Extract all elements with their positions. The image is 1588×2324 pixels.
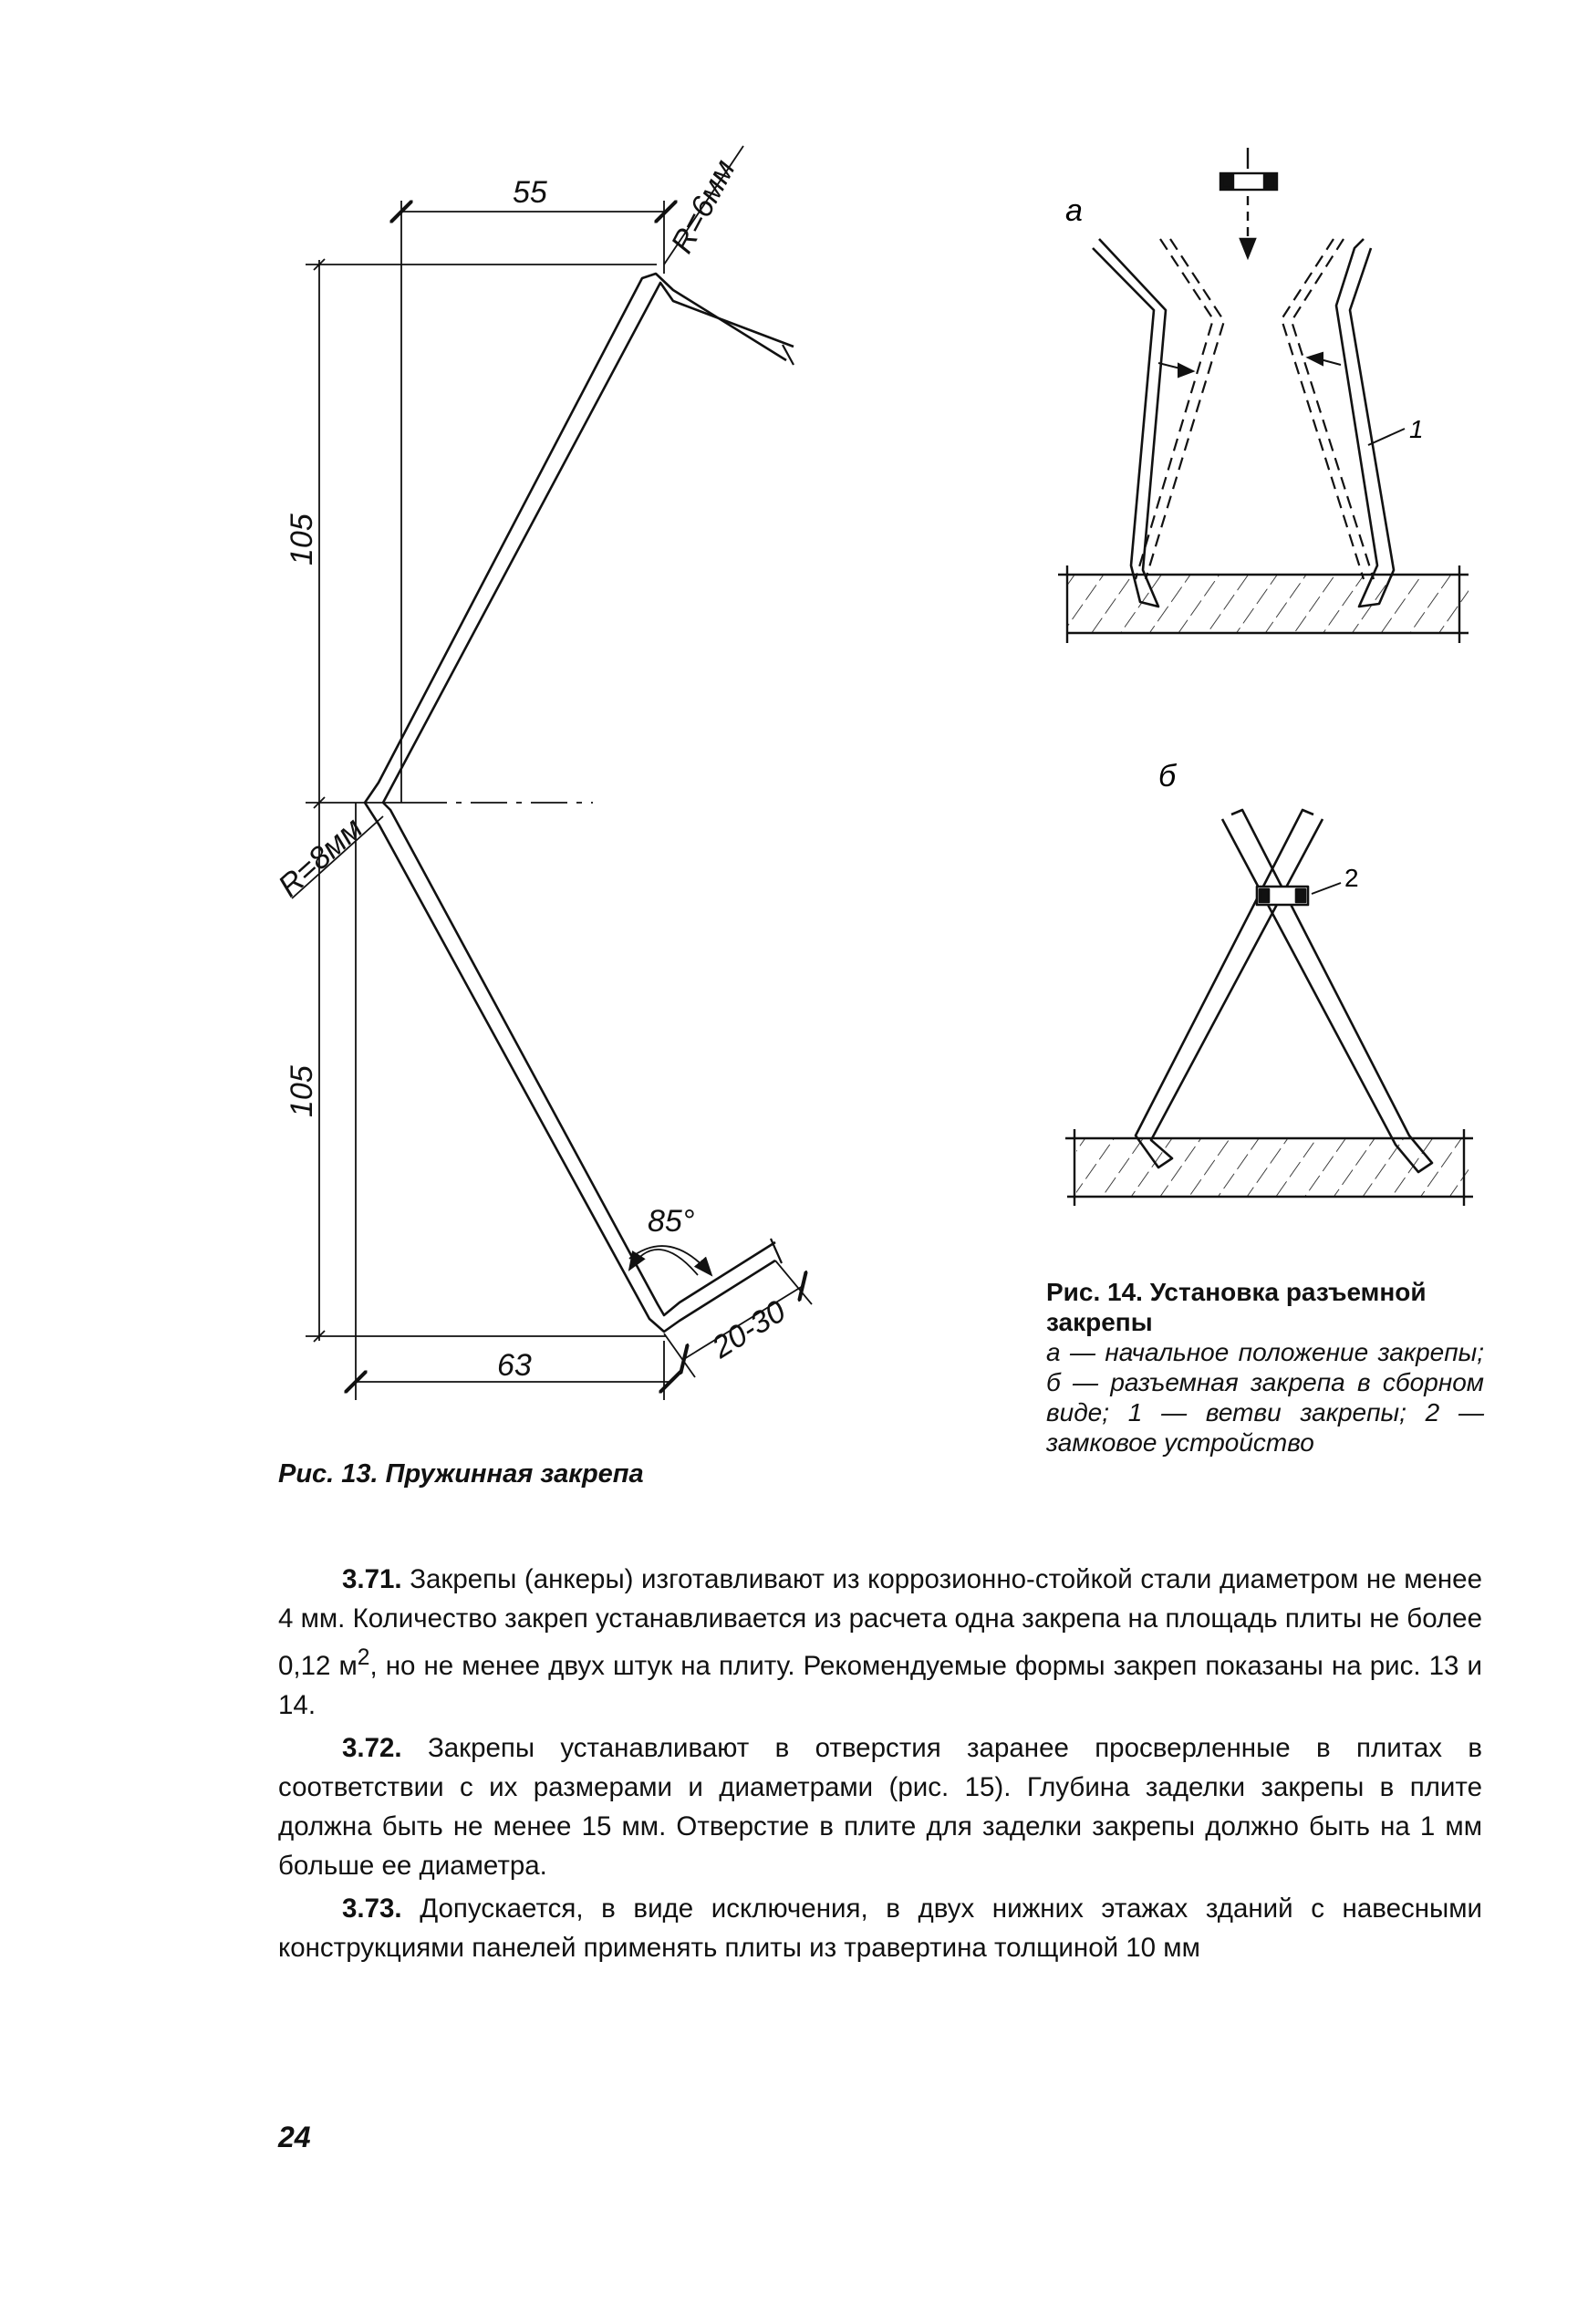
body-text	[278, 1560, 1482, 1967]
paragraph-text: , но не менее двух штук на плиту. Рекомендуемые формы закреп показаны на рис. 13 и 14.	[278, 1650, 1482, 1720]
paragraph-number: 3.71.	[342, 1564, 402, 1594]
dim-height-upper: 105	[285, 514, 319, 565]
paragraph-number: 3.72.	[342, 1732, 402, 1763]
fig14-label-b: б	[1158, 759, 1177, 794]
figure-14-caption-description: а — начальное положение закрепы; б — разъемная закрепа в сборном виде; 1 — ветви закрепы; 2 — замковое устройство	[1046, 1338, 1484, 1457]
paragraph-text: Закрепы (анкеры) изготавливают из коррозионно-стойкой стали диаметром не менее 4 мм. Количество закреп устанавливается из расчета одна закрепа на площадь плиты не более 0,12 м	[278, 1564, 1482, 1681]
paragraph-3-71	[278, 1560, 1482, 1725]
paragraph-3-73	[278, 1889, 1482, 1967]
paragraph-text: Допускается, в виде исключения, в двух нижних этажах зданий с навесными конструкциями панелей применять плиты из травертина толщиной 10 мм	[278, 1893, 1482, 1963]
callout-2: 2	[1344, 864, 1359, 892]
figure-13-caption: Рис. 13. Пружинная закрепа	[278, 1459, 644, 1489]
fig14-label-a: а	[1065, 193, 1083, 228]
dim-angle: 85°	[648, 1204, 695, 1239]
paragraph-number: 3.73.	[342, 1893, 402, 1924]
anchor-assembled-b	[1136, 810, 1432, 1172]
figure-14-caption	[1046, 1277, 1484, 1458]
lock-device-icon	[1220, 148, 1277, 257]
dim-bottom-width: 63	[497, 1348, 532, 1383]
anchor-branches-a-dashed	[1136, 239, 1374, 579]
dim-height-lower: 105	[285, 1065, 319, 1117]
slab-a	[1058, 565, 1469, 643]
page-number: 24	[278, 2121, 311, 2153]
paragraph-3-72	[278, 1728, 1482, 1885]
dim-hook-length: 20-30	[706, 1293, 792, 1365]
dim-radius-mid: R=8мм	[271, 811, 370, 904]
superscript: 2	[357, 1645, 370, 1670]
figure-14-caption-title: Рис. 14. Установка разъемной закрепы	[1046, 1278, 1427, 1336]
slab-b	[1065, 1129, 1473, 1206]
callout-1: 1	[1409, 415, 1424, 443]
paragraph-text: Закрепы устанавливают в отверстия заранее просверленные в плитах в соответствии с их размерами и диаметрами (рис. 15). Глубина заделки закрепы в плите должна быть не менее 15 мм. Отверстие в плите для заделки закрепы должно быть на 1 мм больше ее диаметра.	[278, 1732, 1482, 1881]
dim-radius-top: R=6мм	[664, 153, 742, 259]
anchor-branches-a	[1093, 239, 1394, 607]
dim-top-width: 55	[513, 175, 547, 210]
